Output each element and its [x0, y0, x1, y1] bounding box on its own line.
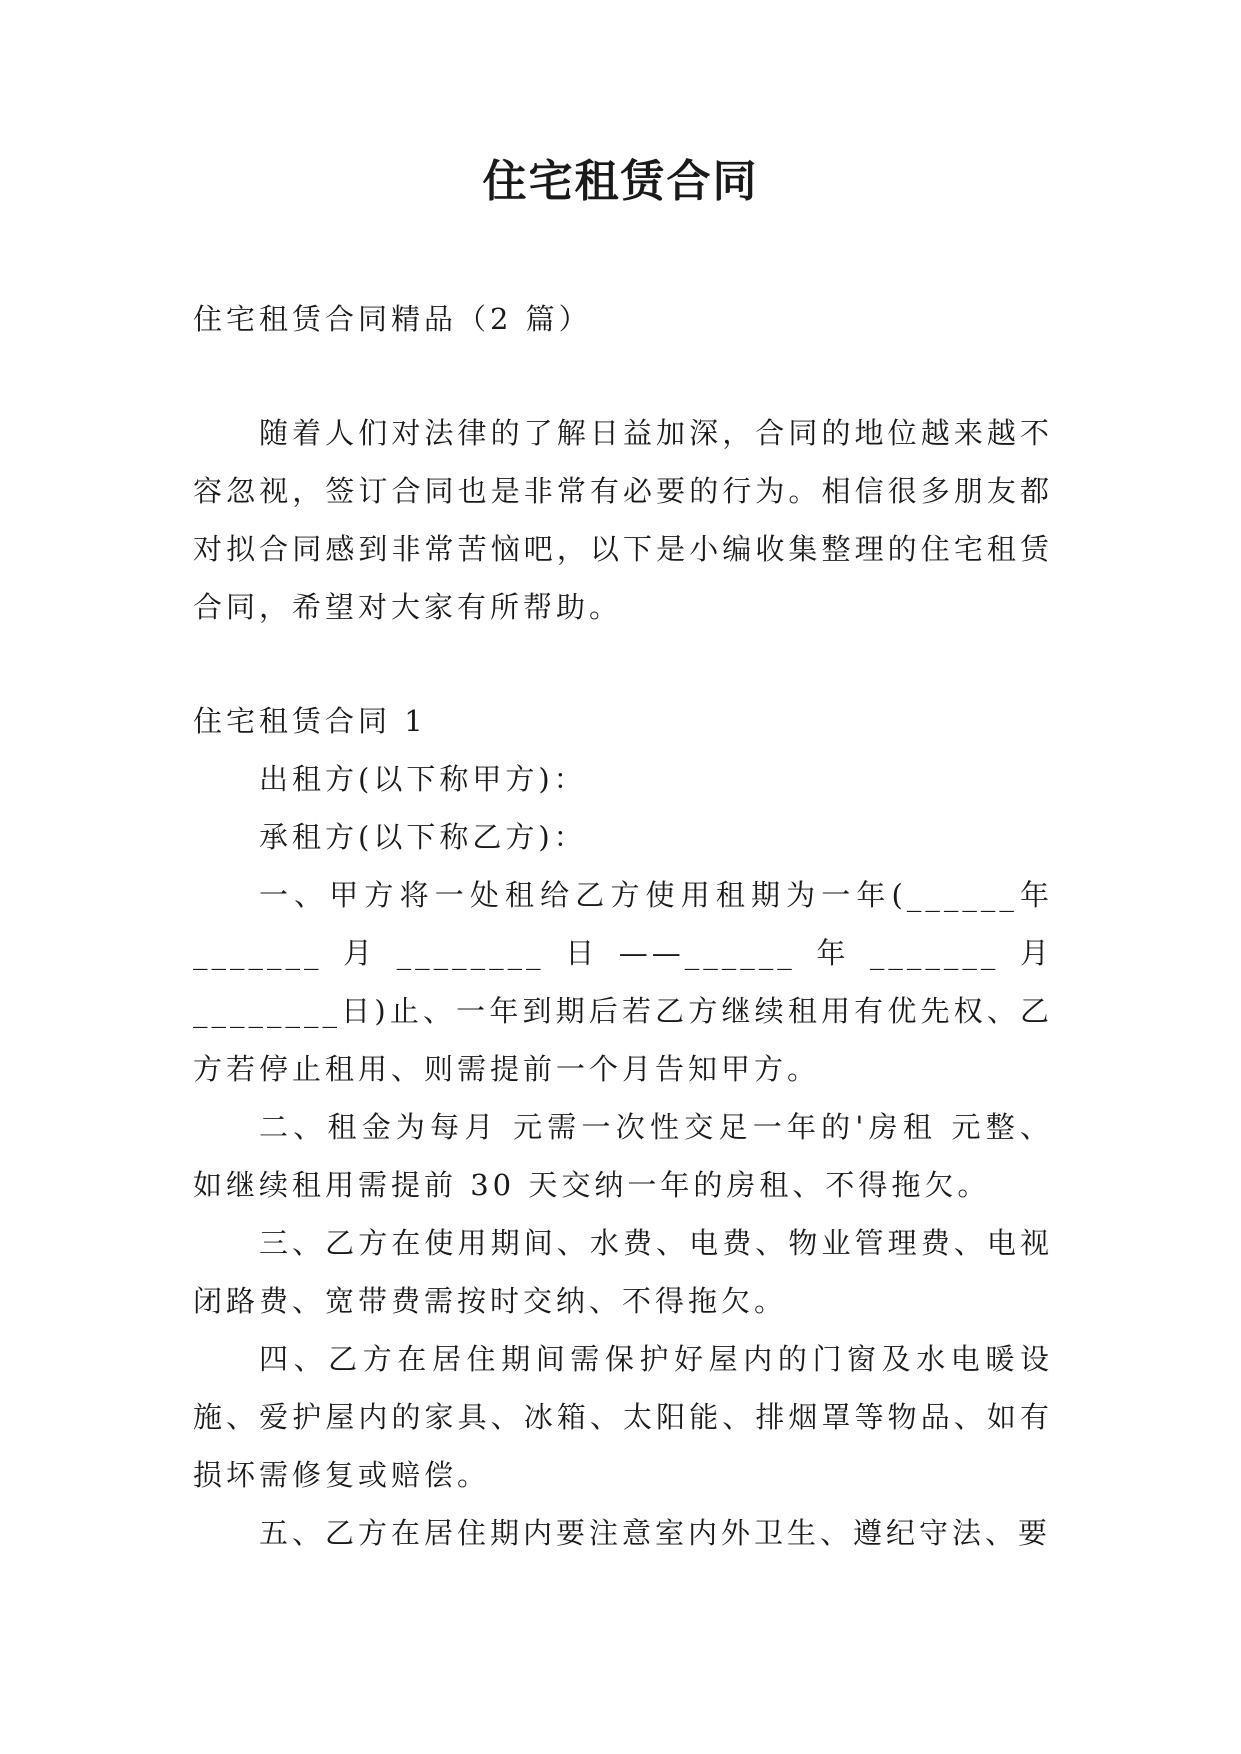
lessor-line: 出租方(以下称甲方)：: [259, 762, 587, 796]
clause-5: 五、乙方在居住期内要注意室内外卫生、遵纪守法、要: [259, 1516, 1052, 1550]
lessee-line: 承租方(以下称乙方)：: [259, 820, 587, 854]
document-subtitle: 住宅租赁合同精品（2 篇）: [193, 302, 592, 336]
document-title: 住宅租赁合同: [482, 156, 759, 207]
clause-3: 三、乙方在使用期间、水费、电费、物业管理费、电视闭路费、宽带费需按时交纳、不得拖欠。: [193, 1226, 1053, 1318]
document-body: [193, 290, 1053, 1562]
clause-1: 一、甲方将一处租给乙方使用租期为一年(______年_______月________日——______年_______月________日)止、一年到期后若乙方继续租用有优先权、乙方若停止租用、则需提前一个月告知甲方。: [193, 878, 1053, 1086]
contract-heading: 住宅租赁合同 1: [193, 704, 427, 738]
intro-paragraph: 随着人们对法律的了解日益加深，合同的地位越来越不容忽视，签订合同也是非常有必要的行为。相信很多朋友都对拟合同感到非常苦恼吧，以下是小编收集整理的住宅租赁合同，希望对大家有所帮助。: [193, 416, 1053, 624]
clause-4: 四、乙方在居住期间需保护好屋内的门窗及水电暖设施、爱护屋内的家具、冰箱、太阳能、排烟罩等物品、如有损坏需修复或赔偿。: [193, 1342, 1053, 1492]
clause-2: 二、租金为每月 元需一次性交足一年的'房租 元整、如继续租用需提前 30 天交纳一年的房租、不得拖欠。: [193, 1110, 1053, 1202]
